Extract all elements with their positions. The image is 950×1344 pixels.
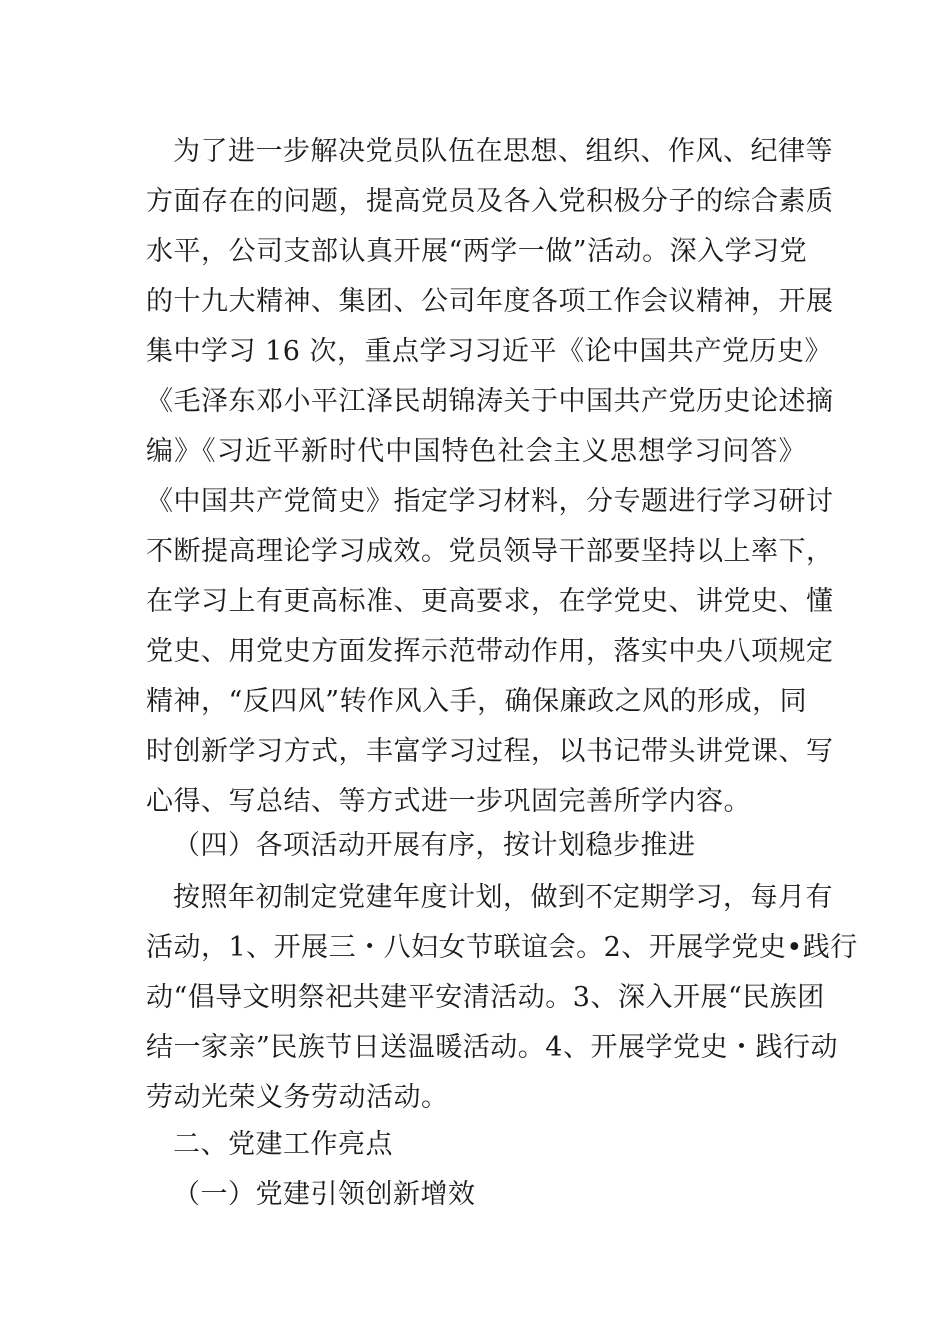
paragraph-activities — [146, 873, 858, 1123]
paragraph-line: 活动，1、开展三・八妇女节联谊会。2、开展学党史•践行 — [146, 932, 858, 963]
paragraph-line: 不断提高理论学习成效。党员领导干部要坚持以上率下， — [146, 536, 834, 567]
paragraph-line: 《中国共产党简史》指定学习材料，分专题进行学习研讨 — [146, 486, 834, 517]
paragraph-line: 劳动光荣义务劳动活动。 — [146, 1082, 449, 1113]
section-heading-highlights: 二、党建工作亮点 — [173, 1129, 393, 1160]
paragraph-line: 在学习上有更高标准、更高要求，在学党史、讲党史、懂 — [146, 586, 834, 617]
paragraph-line: 党史、用党史方面发挥示范带动作用，落实中央八项规定 — [146, 636, 834, 667]
paragraph-line: 精神，“反四风”转作风入手，确保廉政之风的形成，同 — [146, 686, 808, 717]
subheading-innovation: （一）党建引领创新增效 — [173, 1179, 476, 1210]
paragraph-line: 按照年初制定党建年度计划，做到不定期学习，每月有 — [173, 882, 833, 913]
paragraph-line: 心得、写总结、等方式进一步巩固完善所学内容。 — [146, 786, 751, 817]
paragraph-line: 为了进一步解决党员队伍在思想、组织、作风、纪律等 — [173, 136, 833, 167]
paragraph-line: 集中学习 16 次，重点学习习近平《论中国共产党历史》 — [146, 336, 833, 367]
paragraph-line: 《毛泽东邓小平江泽民胡锦涛关于中国共产党历史论述摘 — [146, 386, 834, 417]
paragraph-line: 方面存在的问题，提高党员及各入党积极分子的综合素质 — [146, 186, 834, 217]
subheading-activities: （四）各项活动开展有序，按计划稳步推进 — [173, 830, 696, 861]
paragraph-line: 水平，公司支部认真开展“两学一做”活动。深入学习党 — [146, 236, 808, 267]
paragraph-line: 动“倡导文明祭祀共建平安清活动。3、深入开展“民族团 — [146, 982, 825, 1013]
paragraph-line: 的十九大精神、集团、公司年度各项工作会议精神，开展 — [146, 286, 834, 317]
paragraph-line: 结一家亲”民族节日送温暖活动。4、开展学党史・践行动 — [146, 1032, 838, 1063]
paragraph-line: 时创新学习方式，丰富学习过程，以书记带头讲党课、写 — [146, 736, 834, 767]
paragraph-line: 编》《习近平新时代中国特色社会主义思想学习问答》 — [146, 436, 806, 467]
paragraph-study — [146, 127, 834, 827]
